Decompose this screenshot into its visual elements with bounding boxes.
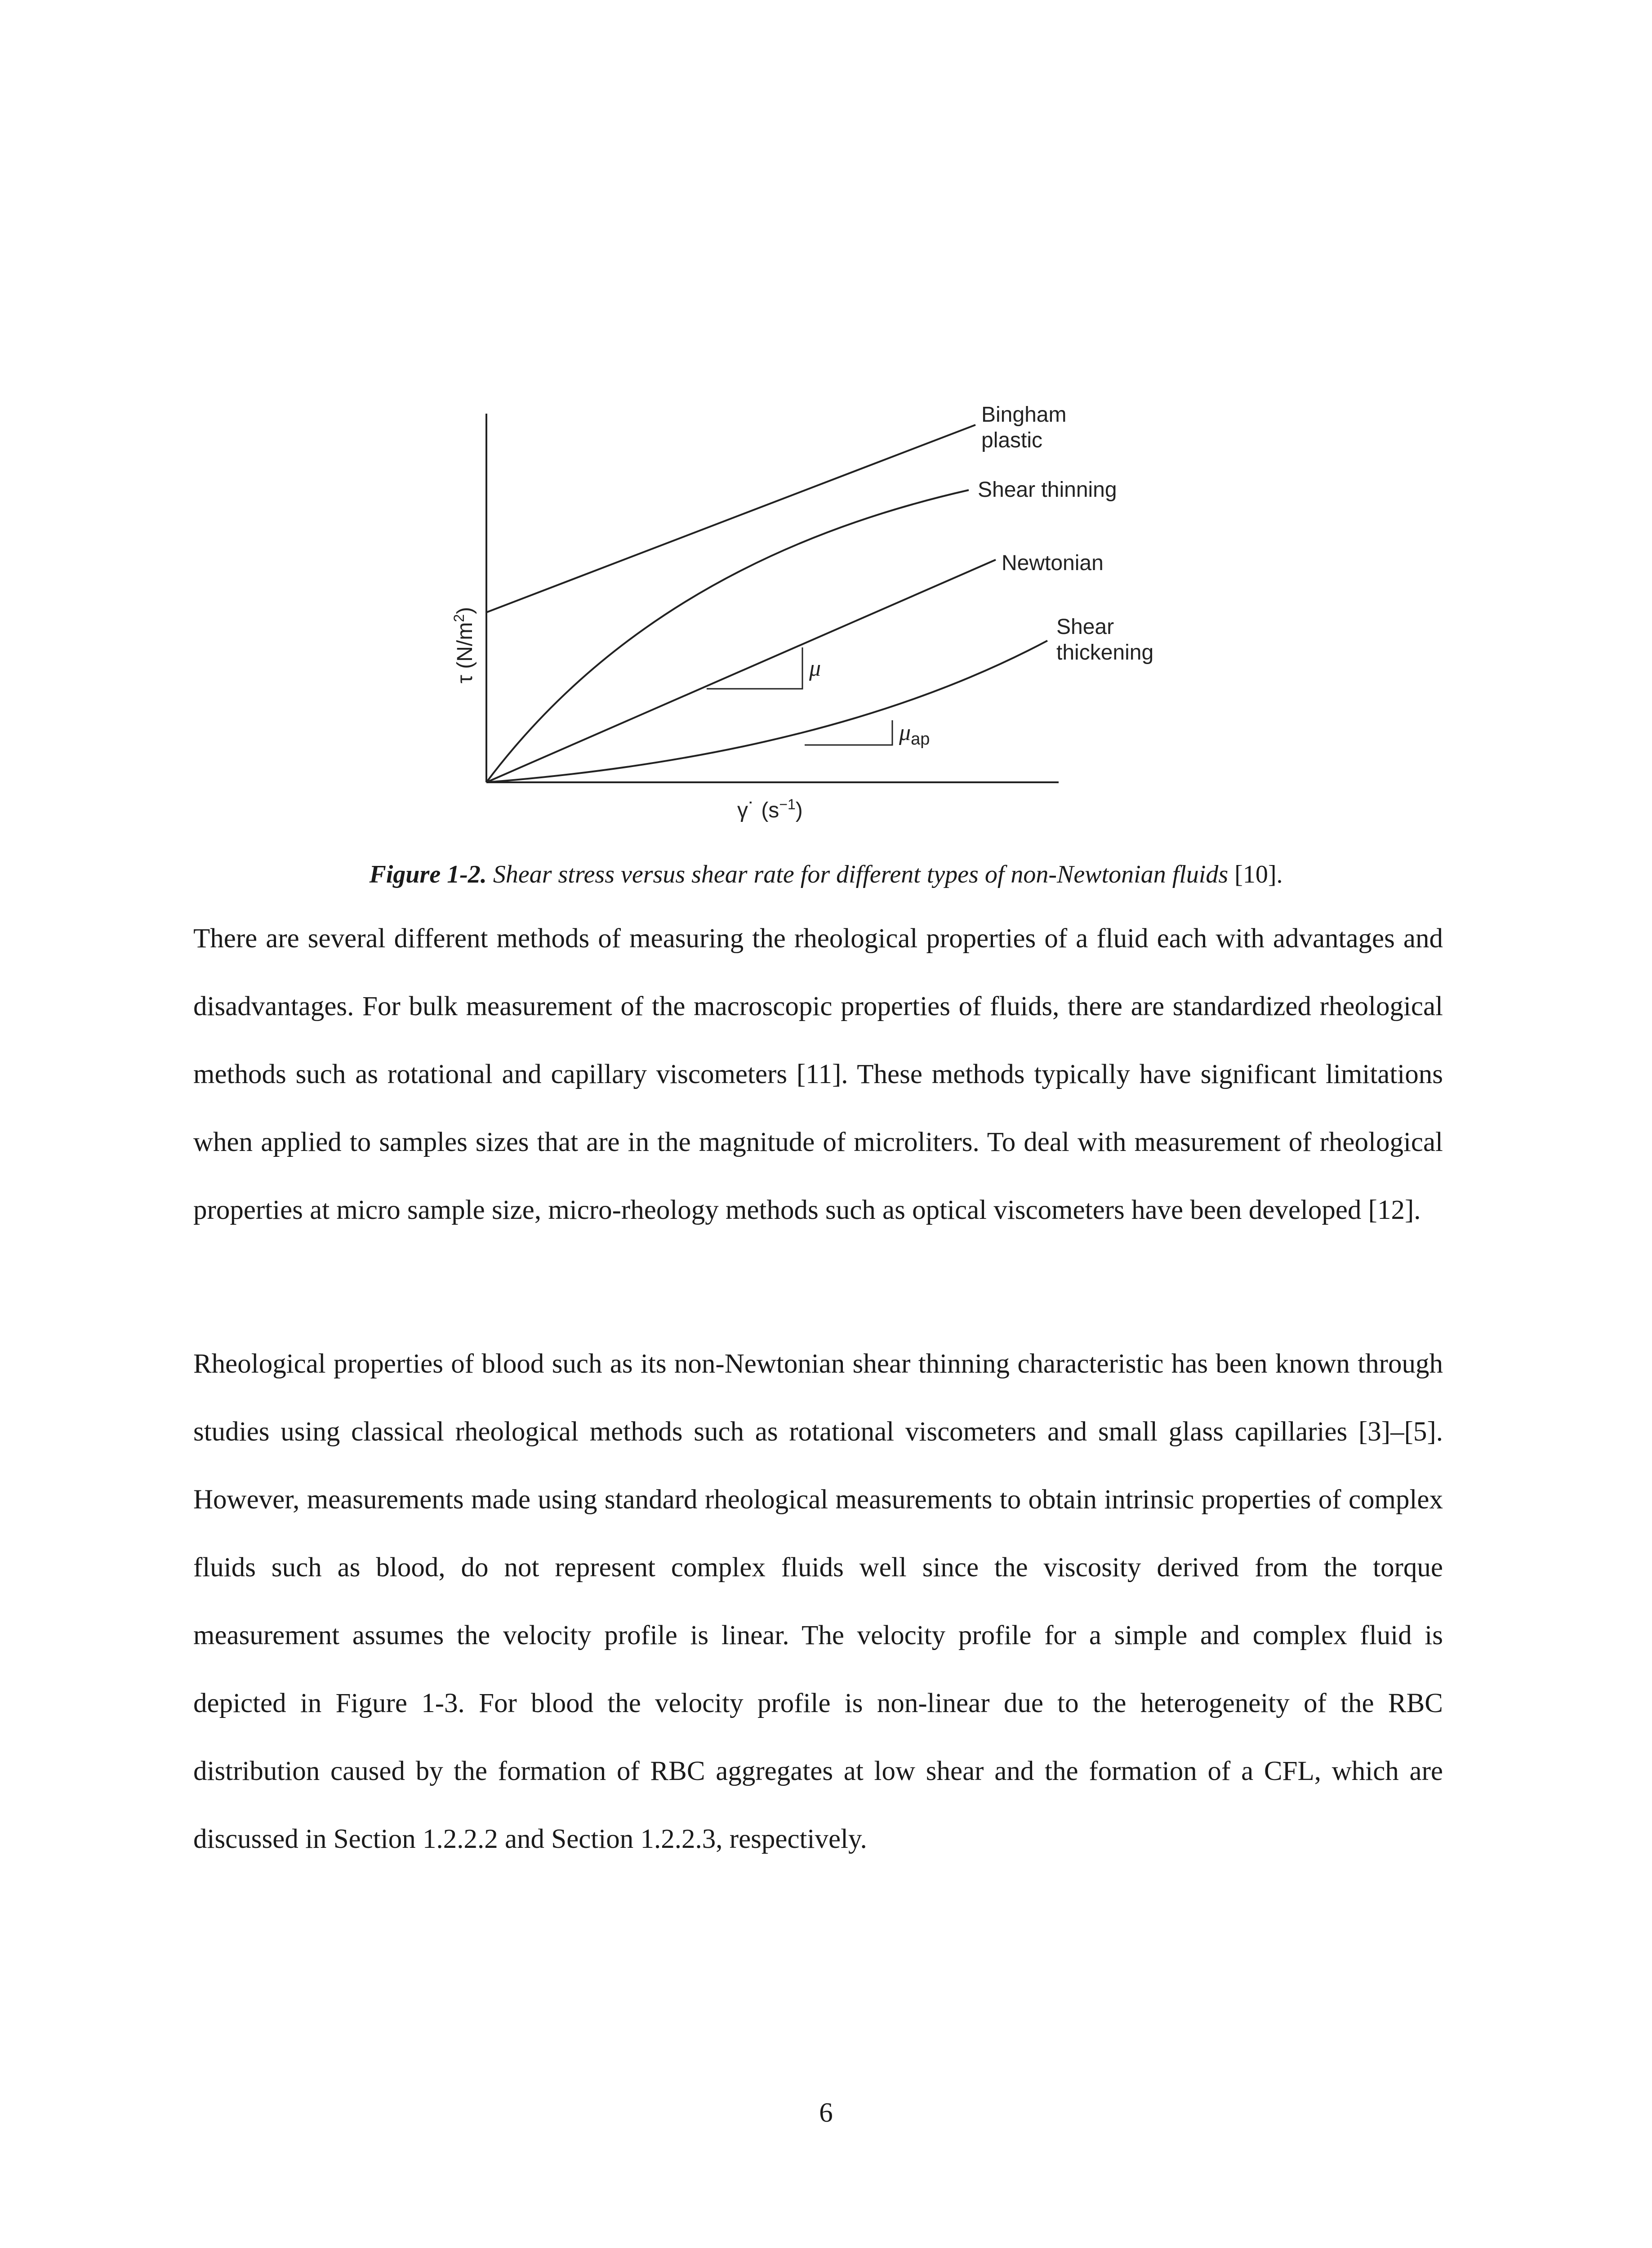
shear-thinning-curve [486,490,969,782]
x-axis-label: γ˙ $(s^{-1})$ [737,796,803,822]
mu-ap-label: μap [899,720,930,749]
newtonian-curve [486,560,996,782]
bingham-label-line1: Bingham [981,403,1067,427]
caption-text: Shear stress versus shear rate for different types of non-Newtonian fluids [486,861,1229,888]
newtonian-slope-triangle [707,647,802,689]
caption-label: Figure 1-2. [369,861,487,888]
shear-thickening-label-line2: thickening [1056,641,1154,665]
page-number: 6 [819,2098,833,2128]
body-paragraph-1: There are several different methods of measuring the rheological properties of a fluid each with advantages and disadvantages. For bulk measurement of the macroscopic properties of fluids, there are standardized rheological methods such as rotational and capillary viscometers [11]. These methods typically have significant limitations when applied to samples sizes that are in the magnitude of microliters. To deal with measurement of rheological properties at micro sample size, micro-rheology methods such as optical viscometers have been developed [12]. [193,923,1443,1225]
thickening-slope-triangle [805,720,892,745]
bingham-plastic-curve [486,425,975,612]
bingham-label-line2: plastic [981,428,1043,452]
mu-label: μ [809,656,821,681]
body-paragraph-2: Rheological properties of blood such as its non-Newtonian shear thinning characteristic has been known through studies using classical rheological methods such as rotational viscometers and small glass capillaries [3]–[5]. However, measurements made using standard rheological measurements to obtain intrinsic properties of complex fluids such as blood, do not represent complex fluids well since the viscosity derived from the torque measurement assumes the velocity profile is linear. The velocity profile for a simple and complex fluid is depicted in Figure 1-3. For blood the velocity profile is non-linear due to the heterogeneity of the RBC distribution caused by the formation of RBC aggregates at low shear and the formation of a CFL, which are discussed in Section 1.2.2.2 and Section 1.2.2.3, respectively. [193,1349,1443,1854]
newtonian-label: Newtonian [1002,551,1104,575]
y-axis-label: τ $(N/m^2)$ [451,607,477,684]
figure-caption [0,856,1652,892]
rheology-figure [0,0,1652,854]
shear-thinning-label: Shear thinning [978,478,1117,502]
shear-thickening-label-line1: Shear [1056,615,1114,639]
caption-reference: [10]. [1228,861,1283,888]
shear-thickening-curve [486,641,1047,782]
